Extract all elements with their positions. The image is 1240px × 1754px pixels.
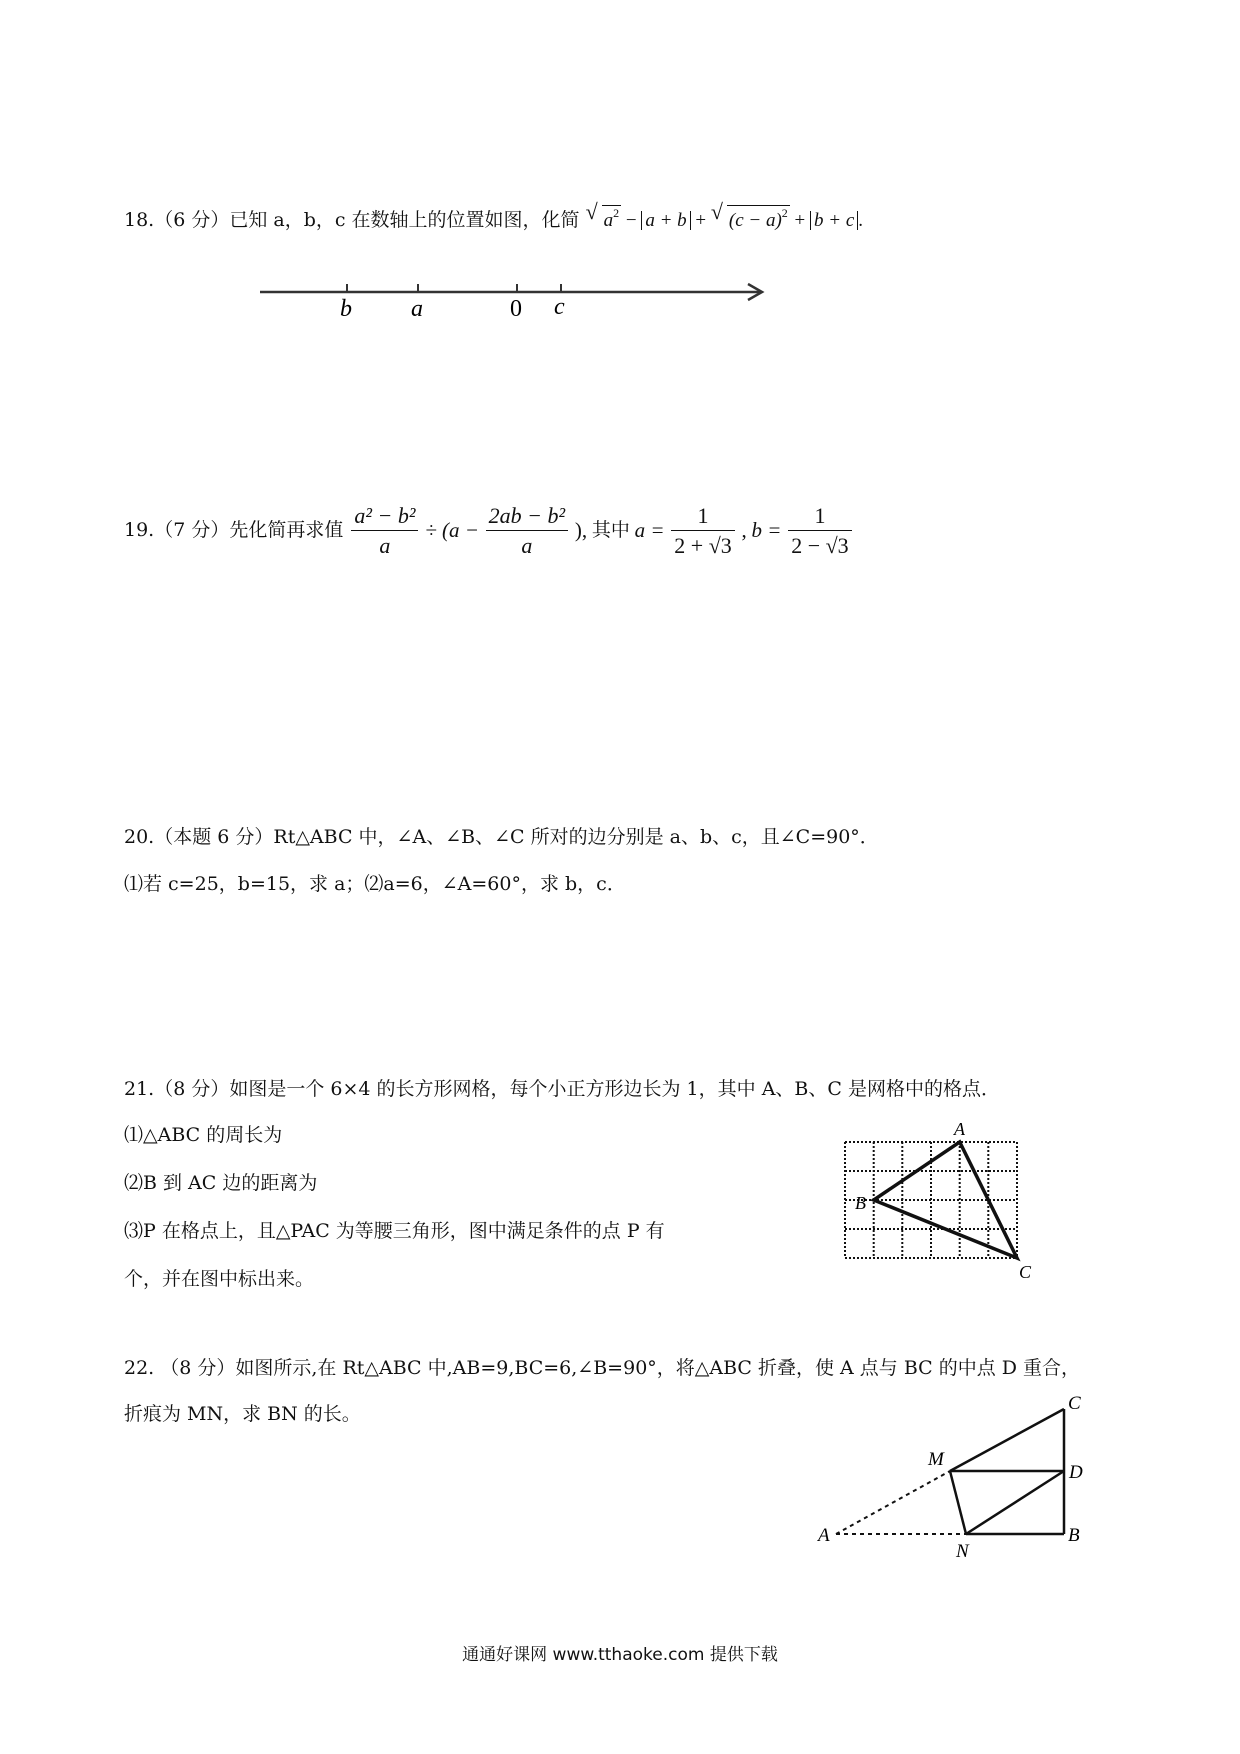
label-A: A (954, 1120, 965, 1139)
q18-text: 18.（6 分）已知 a，b，c 在数轴上的位置如图，化简 (124, 209, 580, 231)
number-line (255, 270, 775, 330)
q21-part3b: 个，并在图中标出来。 (124, 1268, 315, 1290)
q22-line1: 22. （8 分）如图所示,在 Rt△ABC 中,AB=9,BC=6,∠B=90°，将△ABC 折叠，使 A 点与 BC 的中点 D 重合， (124, 1357, 1081, 1379)
abs-b-plus-c: b + c (810, 211, 858, 230)
question-18 (124, 205, 863, 230)
axis-label-a: a (411, 296, 423, 322)
fraction-b-value: $\frac{1}{2 - √3}$ (788, 505, 851, 557)
axis-label-c: c (554, 294, 565, 320)
fraction-2ab-minus-b2: $\frac{\text{2ab − b²}}{a}$ (486, 505, 568, 557)
q18-expression: √ $a^2 - a + b$ + √ $(c - a)^2 + b + c$ . (586, 210, 863, 231)
label-B: B (1068, 1525, 1080, 1546)
q21-line1: 21.（8 分）如图是一个 6×4 的长方形网格，每个小正方形边长为 1，其中 A、B、C 是网格中的格点． (124, 1078, 1000, 1100)
fraction-a2-minus-b2: $\frac{\text{a² − b²}}{a}$ (351, 505, 418, 557)
q19-text: 19.（7 分）先化简再求值 (124, 518, 344, 541)
label-C: C (1019, 1262, 1032, 1282)
dashed-AM (836, 1471, 950, 1534)
label-B: B (855, 1193, 866, 1213)
axis-label-zero: 0 (510, 296, 522, 322)
fraction-a-value: $\frac{1}{2 + √3}$ (671, 505, 734, 557)
abs-a-plus-b: a + b (641, 211, 690, 230)
q21-part3: ⑶P 在格点上，且△PAC 为等腰三角形，图中满足条件的点 P 有 (124, 1220, 665, 1242)
label-A: A (818, 1525, 830, 1546)
label-C: C (1068, 1395, 1081, 1414)
q20-line1: 20.（本题 6 分）Rt△ABC 中，∠A、∠B、∠C 所对的边分别是 a、b、c，且∠C=90°． (124, 826, 879, 848)
label-N: N (956, 1541, 969, 1562)
q21-part1: ⑴△ABC 的周长为 (124, 1124, 283, 1146)
sqrt-c-minus-a: √ $(c - a)^2$ (711, 205, 790, 230)
question-19 (124, 505, 854, 557)
q20-line2: ⑴若 c=25，b=15，求 a；⑵a=6，∠A=60°，求 b，c． (124, 873, 626, 895)
folding-triangle-figure (810, 1395, 1090, 1570)
footer-credit: 通通好课网 www.tthaoke.com 提供下载 (462, 1645, 778, 1665)
label-D: D (1069, 1462, 1083, 1483)
q21-part2: ⑵B 到 AC 边的距离为 (124, 1172, 318, 1194)
q19-expression: $\frac{\text{a² − b²}}{a}$ ÷ (a − $\frac{\text{2ab − b²}}{a}$ ), 其中 a = $\frac{1}{2 + √3}$ , b = $\frac{1}{2 - √3}$ (349, 519, 853, 540)
sqrt-a-squared: √ $a^2$ (586, 205, 622, 230)
label-M: M (928, 1449, 944, 1470)
q22-line2: 折痕为 MN，求 BN 的长。 (124, 1403, 361, 1425)
axis-label-b: b (340, 296, 352, 322)
grid-triangle-figure (835, 1120, 1035, 1295)
